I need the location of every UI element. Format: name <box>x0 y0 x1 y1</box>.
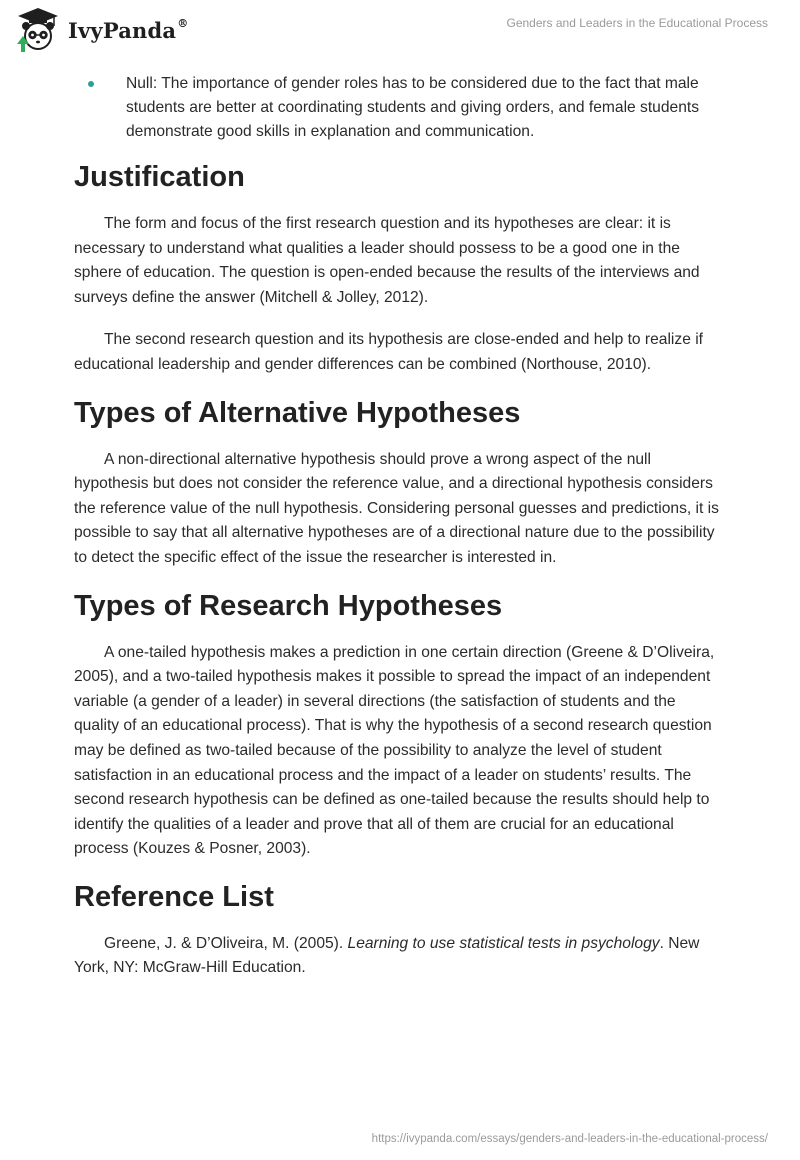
section-heading: Justification <box>74 161 245 193</box>
paragraph: The second research question and its hypothesis are close-ended and help to realize if educational leadership and gender differences can be combined (Northouse, 2010). <box>74 331 703 373</box>
section-heading: Types of Alternative Hypotheses <box>74 396 521 429</box>
section-justification <box>74 160 724 378</box>
source-url[interactable]: https://ivypanda.com/essays/genders-and-leaders-in-the-educational-process/ <box>371 1133 768 1145</box>
panda-graduate-logo-icon <box>14 6 62 54</box>
reference-authors: Greene, J. & D’Oliveira, M. (2005). <box>104 934 348 952</box>
section-reference-list <box>74 880 724 981</box>
reference-title: Learning to use statistical tests in psychology <box>347 934 660 952</box>
bullet-icon <box>88 81 94 87</box>
section-research-hypotheses <box>74 589 724 862</box>
brand-logo[interactable] <box>14 6 188 54</box>
reference-publisher: . New York, NY: McGraw-Hill Education. <box>74 934 700 977</box>
section-heading: Reference List <box>74 880 274 913</box>
section-heading: Types of Research Hypotheses <box>74 589 503 622</box>
section-alternative-hypotheses <box>74 396 724 571</box>
document-title: Genders and Leaders in the Educational Process <box>506 16 768 30</box>
page-header <box>14 6 768 62</box>
list-item <box>74 72 724 144</box>
article-body <box>74 72 724 999</box>
paragraph: A one-tailed hypothesis makes a prediction in one certain direction (Greene & D’Oliveira, 2005), and a two-tailed hypothesis makes it possible to spread the impact of an independent variable (a gender of a leader) in several directions (the satisfaction of students and the quality of an educational process). That is why the hypothesis of a second research question may be defined as two-tailed because of the possibility to analyze the level of student satisfaction in an educational process and the impact of a leader on students’ results. The second research hypothesis can be defined as one-tailed because the results should help to identify the qualities of a leader and prove that all of them are crucial for an educational process (Kouzes & Posner, 2003). <box>74 643 715 858</box>
reference-entry <box>74 932 724 981</box>
paragraph: A non-directional alternative hypothesis should prove a wrong aspect of the null hypothesis but does not consider the reference value, and a directional hypothesis considers the reference value of the null hypothesis. Considering personal guesses and predictions, it is possible to say that all alternative hypotheses are of a directional nature due to the possibility to detect the specific effect of the issue the researcher is interested in. <box>74 450 719 566</box>
bullet-text: Null: The importance of gender roles has to be considered due to the fact that male students are better at coordinating students and giving orders, and female students demonstrate good skills in explanation and communication. <box>126 75 699 140</box>
brand-name: IvyPanda® <box>68 16 189 43</box>
paragraph: The form and focus of the first research question and its hypotheses are clear: it is necessary to understand what qualities a leader should possess to be a good one in the sphere of education. The question is open-ended because the results of the interviews and surveys define the answer (Mitchell & Jolley, 2012). <box>74 215 700 306</box>
